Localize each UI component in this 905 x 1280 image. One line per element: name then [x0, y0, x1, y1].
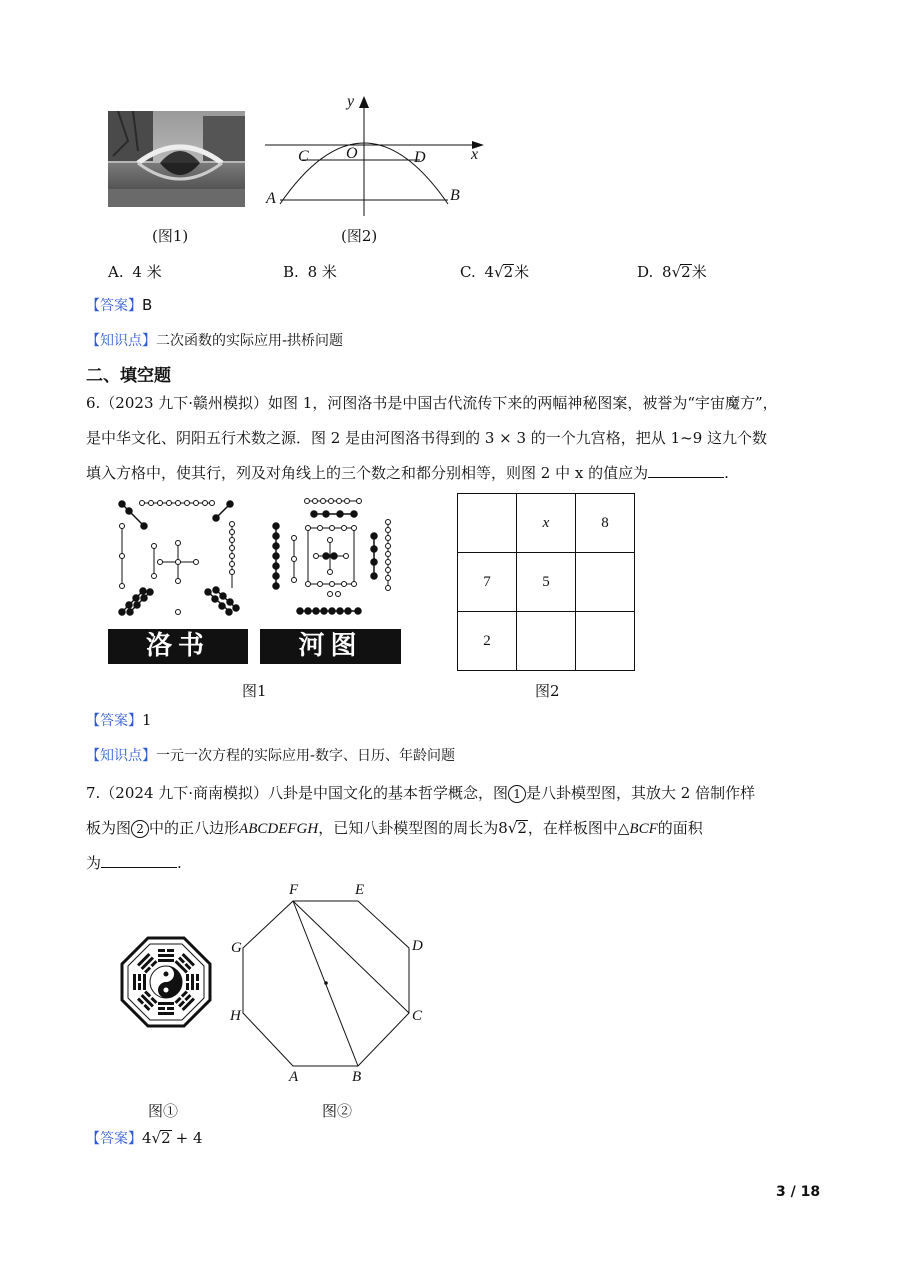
grid-cell[interactable]: 2 [458, 612, 517, 671]
answer-blank[interactable] [101, 853, 177, 868]
answer-rest: + 4 [175, 1129, 203, 1147]
knowledge-text: 一元一次方程的实际应用-数字、日历、年龄问题 [156, 748, 456, 764]
vertex-e-label: E [355, 882, 365, 898]
octagon-figure [232, 880, 432, 1080]
grid-cell[interactable] [576, 612, 635, 671]
option-c-coef: 4 [484, 263, 495, 281]
q7-line2e: 的面积 [657, 819, 703, 837]
q5-fig2-caption: (图2) [341, 227, 378, 245]
knowledge-tag: 【知识点】 [86, 748, 156, 764]
option-d[interactable] [637, 261, 707, 282]
option-a-value: 4 米 [132, 263, 162, 281]
octagon-name: ABCDEFGH [239, 821, 319, 837]
triangle-name: BCF [629, 821, 658, 837]
q6-line3-end: . [724, 464, 729, 482]
option-d-letter: D. [637, 263, 654, 281]
bridge-photo [108, 111, 245, 207]
answer-blank[interactable] [648, 463, 724, 478]
vertex-f-label: F [289, 882, 299, 898]
q6-answer [86, 709, 152, 732]
q7-line2b: 中的正八边形 [149, 819, 240, 837]
axis-y-label: y [347, 93, 355, 110]
q6-line1: 6.（2023 九下·赣州模拟）如图 1，河图洛书是中国古代流传下来的两幅神秘图案，被誉为“宇宙魔方”， [86, 394, 778, 412]
grid-cell[interactable]: x [517, 494, 576, 553]
vertex-h-label: H [230, 1008, 241, 1024]
magic-square-grid [457, 493, 635, 671]
answer-value: 1 [142, 711, 152, 729]
q7-line2a: 板为图 [86, 819, 132, 837]
point-d-label: D [414, 149, 426, 166]
answer-radicand: 2 [161, 1129, 171, 1147]
option-b-value: 8 米 [307, 263, 337, 281]
q7-line2d: ，在样板图中△ [527, 819, 630, 837]
option-a[interactable] [108, 261, 162, 282]
sqrt-sign: √ [494, 263, 504, 281]
option-d-coef: 8 [662, 263, 672, 281]
q7-line3 [86, 852, 182, 874]
q7-line3-end: . [177, 854, 182, 872]
grid-cell[interactable] [458, 494, 517, 553]
option-d-radicand: 2 [681, 263, 691, 281]
answer-tag: 【答案】 [86, 1131, 142, 1147]
option-d-unit: 米 [691, 263, 707, 281]
point-a-label: A [266, 190, 276, 207]
luoshu-diagram [112, 496, 248, 620]
answer-tag: 【答案】 [86, 298, 142, 314]
perimeter-radicand: 2 [517, 819, 527, 837]
q5-fig1-caption: (图1) [152, 227, 189, 245]
sqrt-sign: √ [671, 263, 682, 281]
q7-fig1-caption: 图① [148, 1102, 179, 1120]
option-c-unit: 米 [514, 263, 530, 281]
q6-knowledge [86, 744, 455, 767]
q5-knowledge [86, 329, 343, 352]
vertex-b-label: B [352, 1069, 362, 1085]
section-title: 二、填空题 [86, 366, 171, 386]
answer-value: B [142, 296, 153, 314]
luoshu-label: 洛书 [108, 629, 248, 664]
option-c-radicand: 2 [503, 263, 514, 281]
answer-tag: 【答案】 [86, 713, 142, 729]
vertex-a-label: A [289, 1069, 299, 1085]
q7-line2 [86, 817, 703, 840]
grid-cell[interactable] [517, 612, 576, 671]
sqrt-sign: √ [151, 1129, 162, 1147]
vertex-d-label: D [412, 938, 423, 954]
point-o-label: O [346, 145, 358, 162]
q6-line3-text: 填入方格中，使其行，列及对角线上的三个数之和都分别相等，则图 2 中 x 的值应为 [86, 464, 649, 482]
vertex-c-label: C [412, 1008, 423, 1024]
circled-number-1: 1 [508, 785, 526, 803]
grid-cell[interactable] [576, 553, 635, 612]
q7-line1 [86, 782, 755, 804]
bagua-figure [120, 936, 212, 1028]
hetu-diagram [262, 496, 400, 620]
vertex-g-label: G [231, 940, 242, 956]
sqrt-sign: √ [507, 819, 518, 837]
knowledge-tag: 【知识点】 [86, 333, 156, 349]
q7-answer [86, 1127, 203, 1150]
q6-line2: 是中华文化、阴阳五行术数之源．图 2 是由河图洛书得到的 3 × 3 的一个九宫格，把从 1~9 这九个数 [86, 429, 768, 447]
knowledge-text: 二次函数的实际应用-拱桥问题 [156, 333, 344, 349]
grid-cell[interactable]: 5 [517, 553, 576, 612]
point-c-label: C [298, 148, 309, 165]
option-c[interactable] [460, 261, 529, 282]
q6-fig2-caption: 图2 [535, 682, 560, 700]
point-b-label: B [450, 187, 460, 204]
q6-fig1-caption: 图1 [242, 682, 267, 700]
q7-line1a: 7.（2024 九下·商南模拟）八卦是中国文化的基本哲学概念，图 [86, 784, 509, 802]
q5-answer [86, 294, 152, 317]
option-b[interactable] [283, 261, 337, 282]
q7-line2c: ，已知八卦模型图的周长为 [318, 819, 499, 837]
q6-line3 [86, 462, 729, 484]
axis-x-label: x [471, 146, 479, 163]
option-c-letter: C. [460, 263, 476, 281]
circled-number-2: 2 [131, 820, 149, 838]
perimeter-coef: 8 [498, 819, 508, 837]
q7-line1b: 是八卦模型图，其放大 2 倍制作样 [526, 784, 756, 802]
grid-cell[interactable]: 8 [576, 494, 635, 553]
q7-line3-text: 为 [86, 854, 102, 872]
option-a-letter: A. [108, 263, 124, 281]
grid-cell[interactable]: 7 [458, 553, 517, 612]
q7-fig2-caption: 图② [322, 1102, 353, 1120]
page-number: 3 / 18 [776, 1184, 821, 1200]
answer-coef: 4 [142, 1129, 152, 1147]
hetu-label: 河图 [260, 629, 401, 664]
option-b-letter: B. [283, 263, 299, 281]
